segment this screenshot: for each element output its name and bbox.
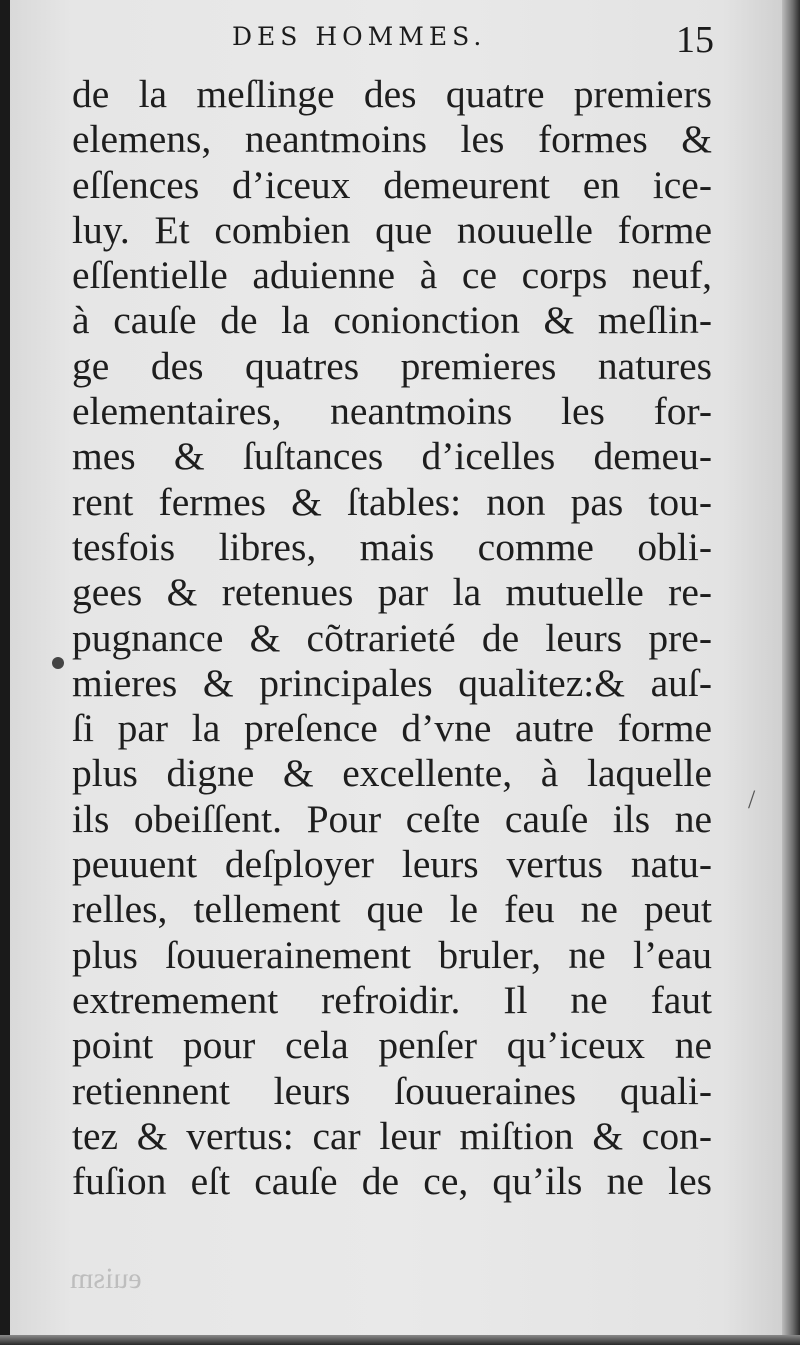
text-line: relles, tellement que le feu ne peut	[72, 887, 712, 932]
text-line: rent fermes & ſtables: non pas tou-	[72, 479, 712, 524]
text-line: tesfois libres, mais comme obli-	[72, 524, 712, 569]
margin-mark: /	[748, 785, 756, 814]
text-line: ſi par la preſence d’vne autre forme	[72, 706, 712, 751]
text-line: retiennent leurs ſouueraines quali-	[72, 1068, 712, 1113]
text-line: eſſentielle aduienne à ce corps neuf,	[72, 253, 712, 298]
page-number: 15	[676, 19, 714, 61]
ink-spot	[52, 657, 64, 669]
text-line: tez & vertus: car leur miſtion & con-	[72, 1113, 712, 1158]
text-line: de la meſlinge des quatre premiers	[72, 72, 712, 116]
text-line: elementaires, neantmoins les for-	[72, 389, 712, 434]
text-line: point pour cela penſer qu’iceux ne	[72, 1023, 712, 1068]
text-line: gees & retenues par la mutuelle re-	[72, 570, 712, 615]
text-line: luy. Et combien que nouuelle forme	[72, 207, 712, 252]
bleed-through-text: euism	[70, 1262, 142, 1295]
text-line: ge des quatres premieres natures	[72, 343, 712, 388]
text-line: à cauſe de la conionction & meſlin-	[72, 298, 712, 343]
running-head: DES HOMMES.	[232, 22, 487, 51]
text-line: pugnance & cõtrarieté de leurs pre-	[72, 615, 712, 660]
text-line: fuſion eſt cauſe de ce, qu’ils ne les	[72, 1159, 712, 1204]
page-gutter-shadow	[782, 0, 800, 1345]
text-line: mes & ſuſtances d’icelles demeu-	[72, 434, 712, 479]
text-line: elemens, neantmoins les formes &	[72, 117, 712, 162]
page-bottom-shadow	[0, 1335, 800, 1345]
text-line: eſſences d’iceux demeurent en ice-	[72, 162, 712, 207]
body-text	[72, 72, 712, 1204]
text-line: plus ſouuerainement bruler, ne l’eau	[72, 932, 712, 977]
text-line: plus digne & excellente, à laquelle	[72, 751, 712, 796]
text-line: peuuent deſployer leurs vertus natu-	[72, 842, 712, 887]
text-line: mieres & principales qualitez:& auſ-	[72, 660, 712, 705]
text-line: ils obeiſſent. Pour ceſte cauſe ils ne	[72, 796, 712, 841]
text-line: extremement refroidir. Il ne faut	[72, 977, 712, 1022]
